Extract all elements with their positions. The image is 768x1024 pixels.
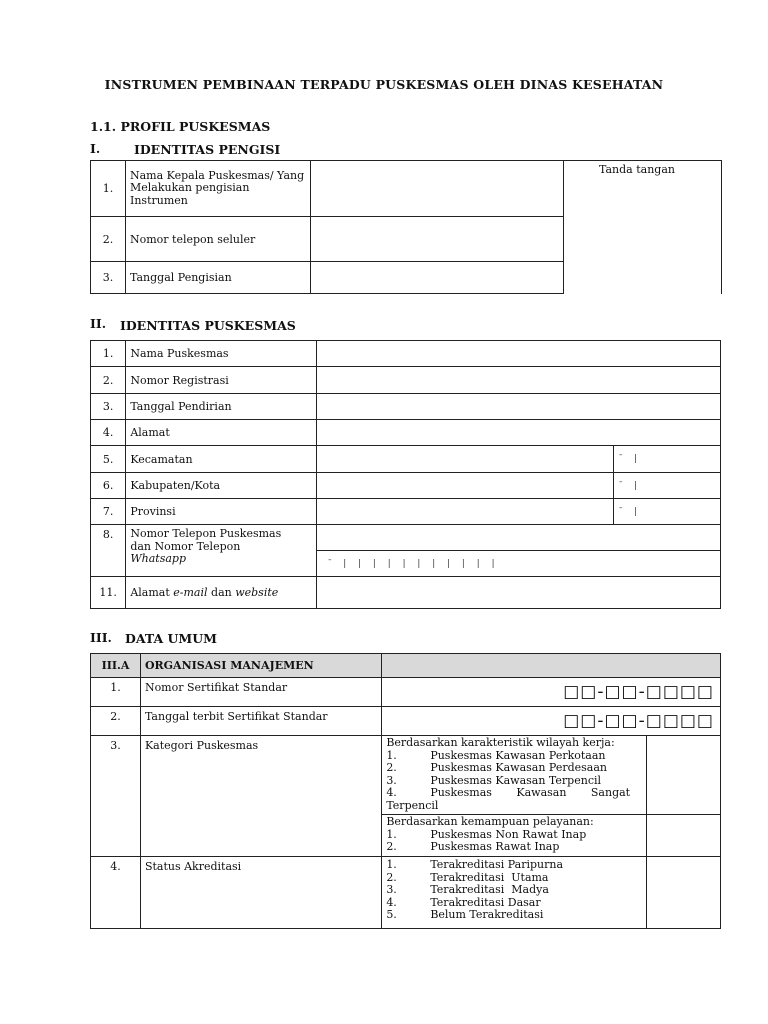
kategori-wilayah-options [382,736,647,815]
row-number: 7. [91,499,126,525]
field-kategori-wilayah[interactable] [647,736,721,815]
tanda-tangan-label: Tanda tangan [599,163,675,176]
option-label: Terakreditasi Utama [430,870,549,884]
label-tanggal-pengisian: Tanggal Pengisian [126,262,311,294]
label-status-akreditasi: Status Akreditasi [140,857,381,929]
subheader-code: III.A [91,654,141,678]
kode-kabupaten-kota[interactable]: ¯ | [613,473,720,499]
section3-roman: III. [90,630,112,645]
option-label: Belum Terakreditasi [430,908,544,922]
row-number: 1. [91,161,126,217]
option-rawat-inap[interactable] [386,841,642,854]
option-label: Puskesmas Rawat Inap [430,840,560,854]
label-line: Nomor Telepon Puskesmas [130,527,282,540]
field-kabupaten-kota[interactable] [317,473,614,499]
row-number: 3. [91,394,126,420]
label-alamat: Alamat [126,420,317,446]
label-email-website [126,577,317,609]
label-text: Alamat [130,586,174,599]
option-label: Puskesmas Kawasan Perkotaan [430,748,606,762]
wilayah-intro: Berdasarkan karakteristik wilayah kerja: [386,736,615,749]
wilayah-cont: Terpencil [386,798,439,812]
field-nomor-sertifikat[interactable]: □□-□□-□□□□ [382,678,721,707]
label-tanggal-terbit: Tanggal terbit Sertifikat Standar [140,707,381,736]
option-number: 1. [386,827,397,841]
label-nama-kepala: Nama Kepala Puskesmas/ Yang Melakukan pengisian Instrumen [126,161,311,217]
kategori-layanan-options [382,815,647,857]
option-label: Terakreditasi Paripurna [430,858,564,872]
row-number: 2. [91,707,141,736]
label-text: dan [207,586,236,599]
option-label: Terakreditasi Madya [430,883,549,897]
label-email: e-mail [173,586,208,599]
option-label: Puskesmas Non Rawat Inap [430,827,587,841]
label-whatsapp: Whatsapp [130,552,186,565]
section3-heading: DATA UMUM [125,631,217,646]
row-number: 4. [91,420,126,446]
label-kabupaten-kota: Kabupaten/Kota [126,473,317,499]
option-kawasan-sangat-terpencil[interactable] [386,787,642,800]
option-paripurna[interactable] [386,859,642,872]
field-kecamatan[interactable] [317,446,614,473]
option-label: Puskesmas Kawasan Sangat [430,786,631,800]
option-label: Terakreditasi Dasar [430,895,541,909]
label-nomor-sertifikat: Nomor Sertifikat Standar [140,678,381,707]
option-number: 4. [386,786,397,800]
wilayah-list [386,750,642,800]
identitas-pengisi-table [90,160,564,294]
akreditasi-options [382,857,647,929]
option-label: Puskesmas Kawasan Terpencil [430,773,602,787]
field-nama-kepala[interactable] [311,161,564,217]
row-number: 4. [91,857,141,929]
option-kawasan-perdesaan[interactable] [386,762,642,775]
field-tanggal-pendirian[interactable] [317,394,721,420]
label-kecamatan: Kecamatan [126,446,317,473]
data-umum-table [90,653,721,929]
option-number: 2. [386,761,397,775]
option-number: 2. [386,840,397,854]
label-line: dan Nomor Telepon [130,539,241,553]
kode-kecamatan[interactable]: ¯ | [613,446,720,473]
row-number: 2. [91,217,126,262]
section2-heading: IDENTITAS PUSKESMAS [120,318,296,333]
option-madya[interactable] [386,884,642,897]
profil-heading: 1.1. PROFIL PUSKESMAS [90,119,271,134]
option-number: 3. [386,883,397,897]
field-nama-puskesmas[interactable] [317,341,721,367]
akreditasi-list [386,859,642,922]
row-number: 1. [91,678,141,707]
row-number: 3. [91,736,141,857]
option-number: 2. [386,870,397,884]
identitas-puskesmas-table [90,340,721,609]
option-label: Puskesmas Kawasan Perdesaan [430,761,607,775]
label-kategori-puskesmas: Kategori Puskesmas [140,736,381,857]
layanan-intro: Berdasarkan kemampuan pelayanan: [386,815,594,829]
field-telepon-seluler[interactable] [311,217,564,262]
subheader-blank [382,654,721,678]
field-email-website[interactable] [317,577,721,609]
field-alamat[interactable] [317,420,721,446]
document-title: INSTRUMEN PEMBINAAN TERPADU PUSKESMAS OLEH DINAS KESEHATAN [104,77,664,92]
kode-provinsi[interactable]: ¯ | [613,499,720,525]
row-number: 5. [91,446,126,473]
label-nomor-registrasi: Nomor Registrasi [126,367,317,394]
field-kategori-layanan[interactable] [647,815,721,857]
field-tanggal-pengisian[interactable] [311,262,564,294]
option-number: 1. [386,748,397,762]
label-telepon-seluler: Nomor telepon seluler [126,217,311,262]
label-tanggal-pendirian: Tanggal Pendirian [126,394,317,420]
row-number: 3. [91,262,126,294]
field-telepon-puskesmas[interactable] [317,525,721,551]
row-number: 8. [91,525,126,577]
option-number: 5. [386,908,397,922]
row-number: 11. [91,577,126,609]
subheader-title: ORGANISASI MANAJEMEN [140,654,381,678]
label-website: website [235,586,279,599]
field-whatsapp[interactable]: ¯ | | | | | | | | | | | [317,551,721,577]
section2-roman: II. [90,316,107,331]
option-number: 4. [386,895,397,909]
label-provinsi: Provinsi [126,499,317,525]
option-number: 1. [386,858,397,872]
layanan-list [386,829,642,854]
field-tanggal-terbit[interactable]: □□-□□-□□□□ [382,707,721,736]
label-telepon-puskesmas [126,525,317,577]
option-number: 3. [386,773,397,787]
row-number: 1. [91,341,126,367]
signature-box[interactable] [563,160,722,294]
label-nama-puskesmas: Nama Puskesmas [126,341,317,367]
section1-heading: IDENTITAS PENGISI [134,142,281,157]
row-number: 2. [91,367,126,394]
row-number: 6. [91,473,126,499]
section1-roman: I. [90,141,101,156]
field-provinsi[interactable] [317,499,614,525]
field-status-akreditasi[interactable] [647,857,721,929]
option-belum-terakreditasi[interactable] [386,909,642,922]
field-nomor-registrasi[interactable] [317,367,721,394]
